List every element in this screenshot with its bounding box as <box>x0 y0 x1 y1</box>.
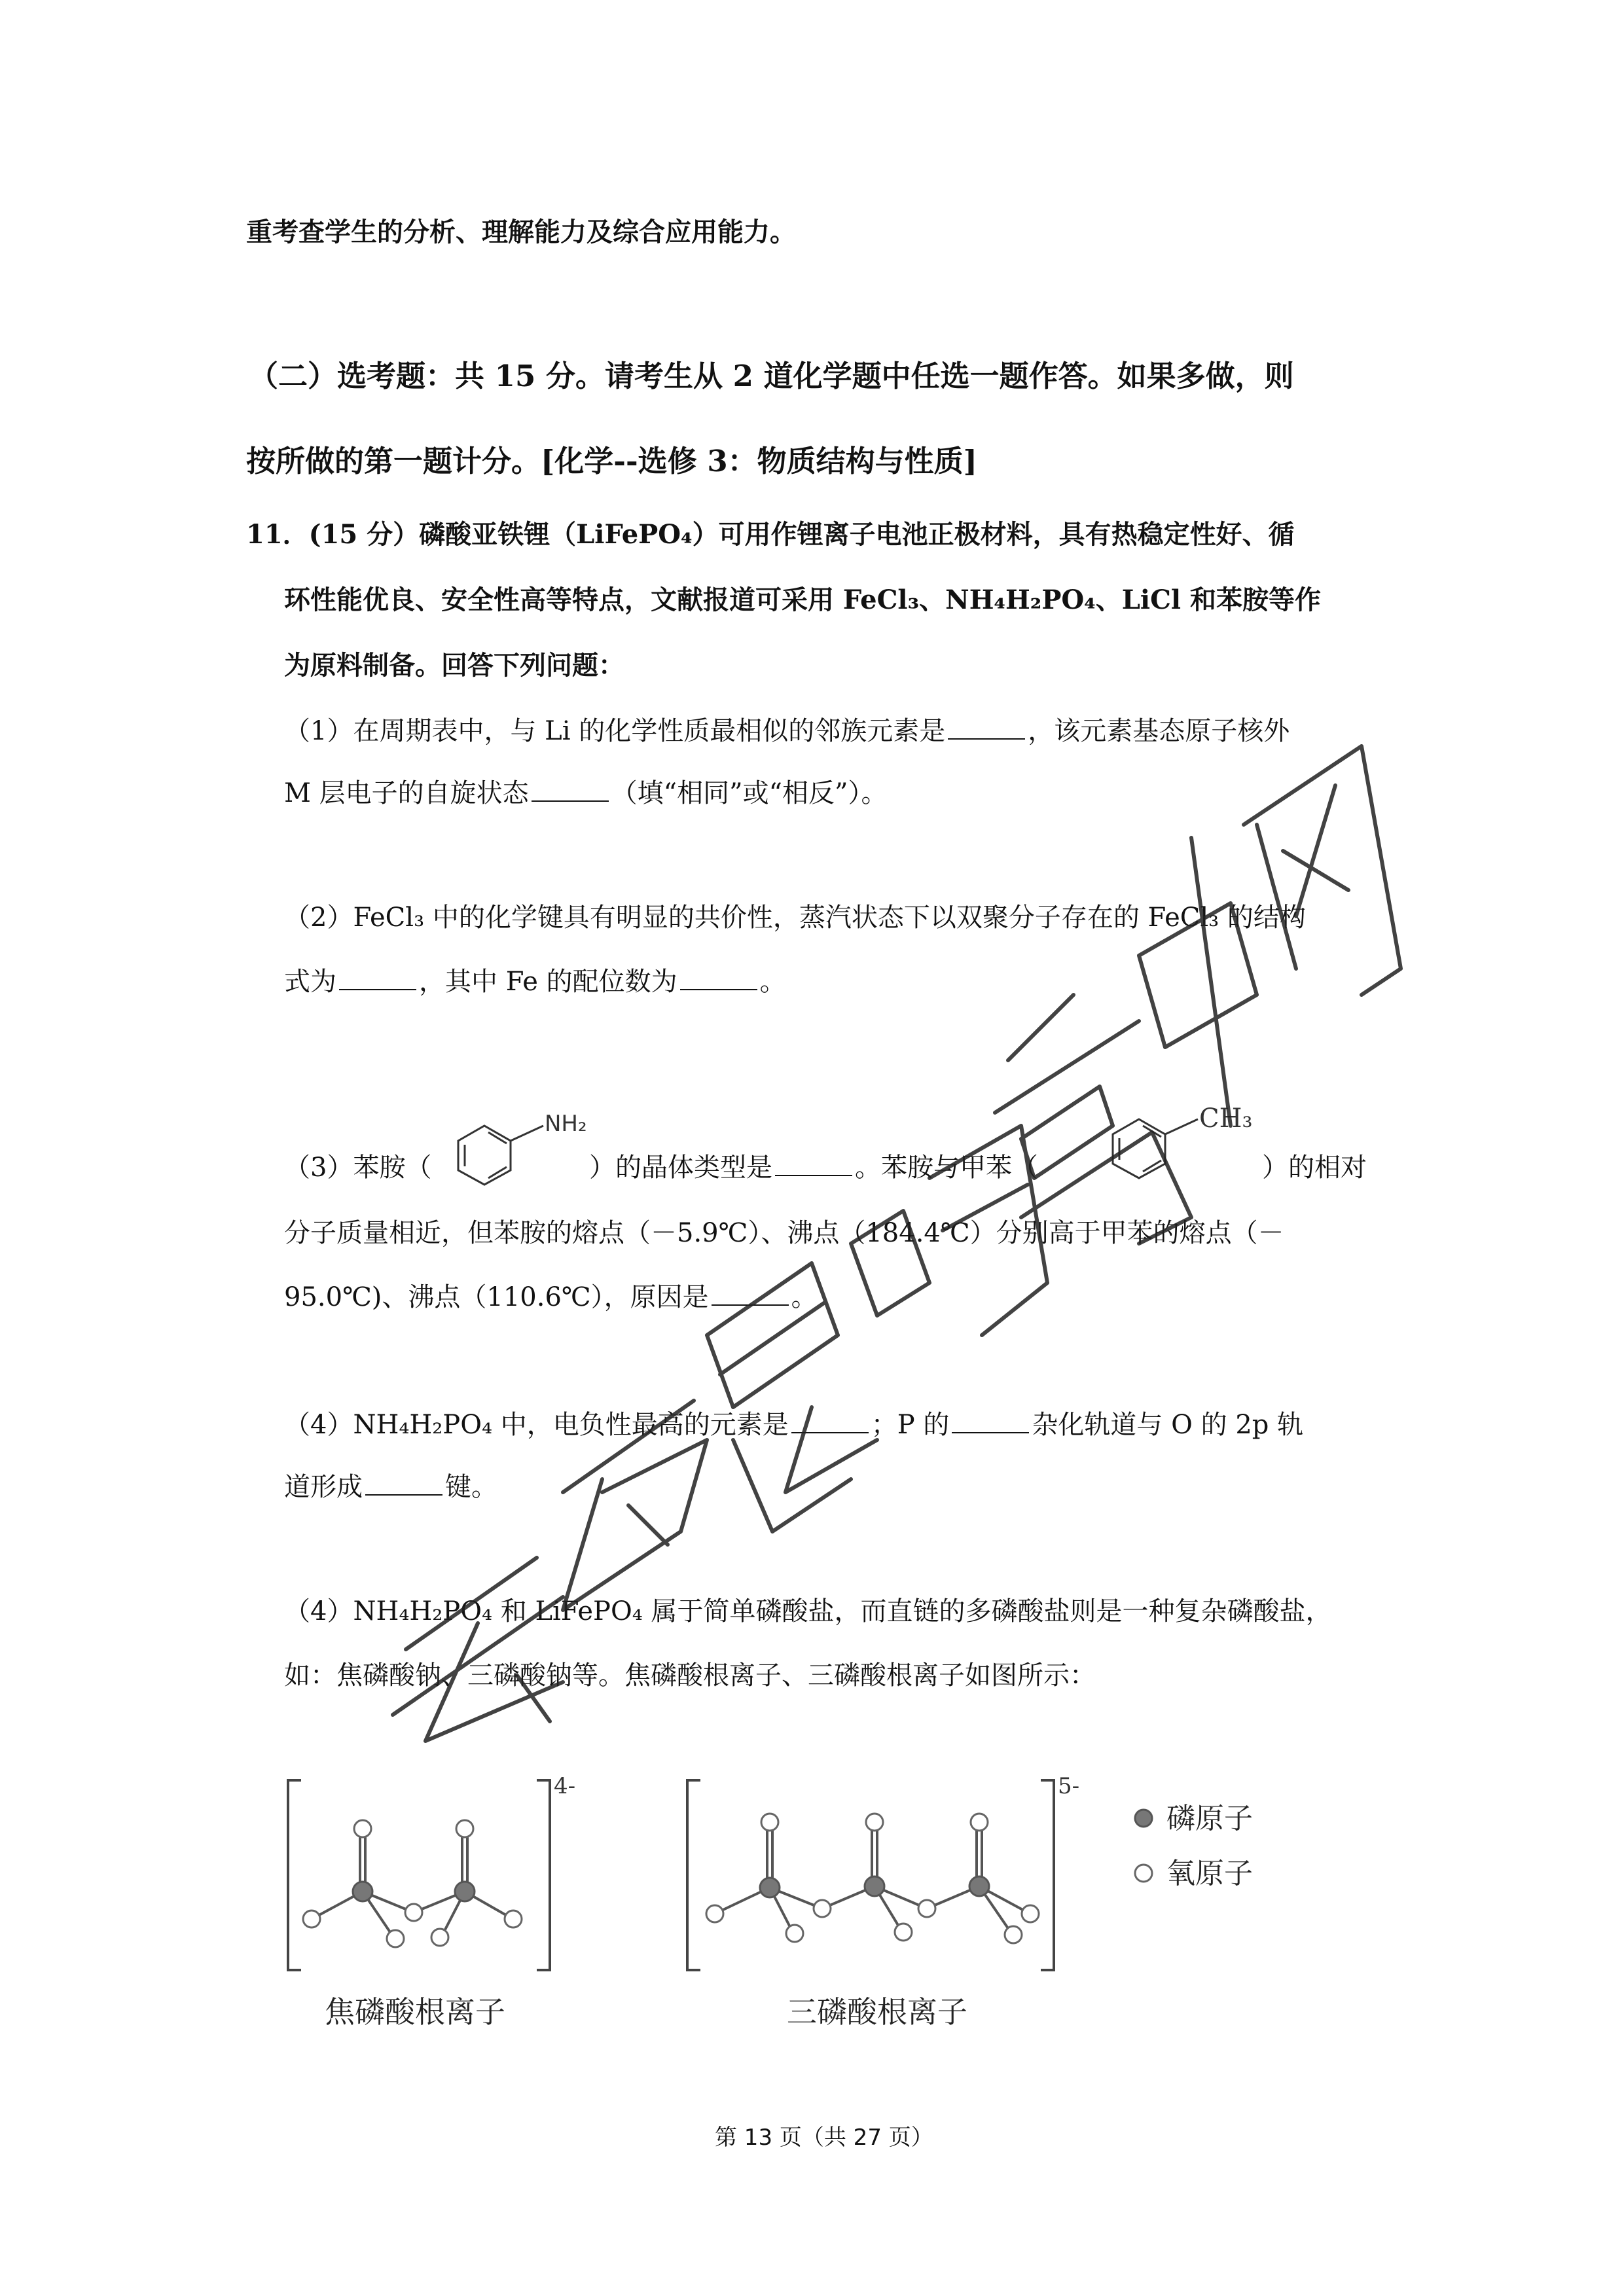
part5-line1: （4）NH₄H₂PO₄ 和 LiFePO₄ 属于简单磷酸盐，而直链的多磷酸盐则是一种复杂磷酸盐， <box>284 1596 1332 1626</box>
oxygen-atom-swatch <box>1135 1865 1152 1882</box>
part4-text-b: ；P 的 <box>871 1410 950 1440</box>
answer-blank[interactable] <box>680 988 757 990</box>
answer-blank[interactable] <box>775 1174 852 1176</box>
part3-line2: 分子质量相近，但苯胺的熔点（－5.9℃）、沸点（184.4℃）分别高于甲苯的熔点（－ <box>284 1218 1284 1248</box>
part4-text-d: 道形成 <box>284 1472 363 1502</box>
legend-phosphorus: 磷原子 <box>1166 1802 1253 1835</box>
part2-line2 <box>284 961 786 998</box>
answer-blank[interactable] <box>365 1494 442 1496</box>
part3-text-d: ）的相对 <box>1262 1153 1367 1183</box>
intro-line: 重考查学生的分析、理解能力及综合应用能力。 <box>246 217 796 247</box>
section-heading-line2: 按所做的第一题计分。[化学--选修 3：物质结构与性质] <box>246 444 977 478</box>
aniline-group-label: NH₂ <box>545 1113 587 1137</box>
part1-line2 <box>284 772 887 810</box>
part3-text-a: （3）苯胺（ <box>284 1153 432 1183</box>
part3-text-c: 。苯胺与甲苯（ <box>855 1153 1038 1183</box>
phosphate-ions-figure <box>275 1761 1322 2036</box>
caption-pyrophosphate: 焦磷酸根离子 <box>325 1994 505 2030</box>
section-heading-line1: （二）选考题：共 15 分。请考生从 2 道化学题中任选一题作答。如果多做，则 <box>249 359 1294 393</box>
part2-text-b: 式为 <box>284 967 336 997</box>
answer-blank[interactable] <box>948 738 1025 740</box>
part2-text-d: 。 <box>759 967 786 997</box>
part1-text-b: ，该元素基态原子核外 <box>1028 716 1290 746</box>
toluene-structure-image <box>1100 1106 1270 1191</box>
part4-text-c: 杂化轨道与 O 的 2p 轨 <box>1032 1410 1304 1440</box>
part3-text-b: ）的晶体类型是 <box>589 1153 772 1183</box>
part5-line2: 如：焦磷酸钠、三磷酸钠等。焦磷酸根离子、三磷酸根离子如图所示： <box>284 1660 1096 1691</box>
question-stem-line3: 为原料制备。回答下列问题： <box>284 650 624 681</box>
part4-line2 <box>284 1466 497 1503</box>
triphosphate-charge: 5- <box>1058 1773 1080 1799</box>
part1-line1 <box>284 710 1290 747</box>
caption-triphosphate: 三磷酸根离子 <box>787 1994 967 2030</box>
pyrophosphate-ion <box>288 1773 575 1970</box>
aniline-structure-image <box>445 1113 602 1191</box>
part1-text-a: （1）在周期表中，与 Li 的化学性质最相似的邻族元素是 <box>284 716 946 746</box>
part2-text-c: ，其中 Fe 的配位数为 <box>419 967 677 997</box>
answer-blank[interactable] <box>952 1431 1029 1433</box>
answer-blank[interactable] <box>791 1431 869 1433</box>
page-footer: 第 13 页（共 27 页） <box>715 2125 933 2151</box>
figure-legend <box>1135 1802 1253 1890</box>
part1-text-c: M 层电子的自旋状态 <box>284 778 529 808</box>
answer-blank[interactable] <box>712 1304 789 1306</box>
part2-line1: （2）FeCl₃ 中的化学键具有明显的共价性，蒸汽状态下以双聚分子存在的 FeCl₃ 的结构 <box>284 903 1306 933</box>
part4-text-a: （4）NH₄H₂PO₄ 中，电负性最高的元素是 <box>284 1410 789 1440</box>
part3-line3 <box>284 1276 818 1314</box>
question-stem-line2: 环性能优良、安全性高等特点，文献报道可采用 FeCl₃、NH₄H₂PO₄、LiCl 和苯胺等作 <box>284 584 1322 615</box>
toluene-group-label: CH₃ <box>1199 1106 1253 1134</box>
phosphorus-atom-swatch <box>1135 1810 1152 1827</box>
part4-text-e: 键。 <box>445 1472 497 1502</box>
question-stem-line1: 11．(15 分）磷酸亚铁锂（LiFePO₄）可用作锂离子电池正极材料，具有热稳定性好、循 <box>246 519 1295 550</box>
part3-text-f: 95.0℃)、沸点（110.6℃），原因是 <box>284 1282 709 1312</box>
legend-oxygen: 氧原子 <box>1166 1857 1253 1890</box>
part3-line1 <box>589 1147 1038 1184</box>
part4-line1 <box>284 1404 1303 1441</box>
part3-text-g: 。 <box>791 1282 818 1312</box>
answer-blank[interactable] <box>532 800 609 802</box>
triphosphate-ion <box>687 1773 1079 1970</box>
answer-blank[interactable] <box>339 988 416 990</box>
part1-text-d: （填“相同”或“相反”）。 <box>611 778 888 808</box>
pyrophosphate-charge: 4- <box>554 1773 576 1799</box>
